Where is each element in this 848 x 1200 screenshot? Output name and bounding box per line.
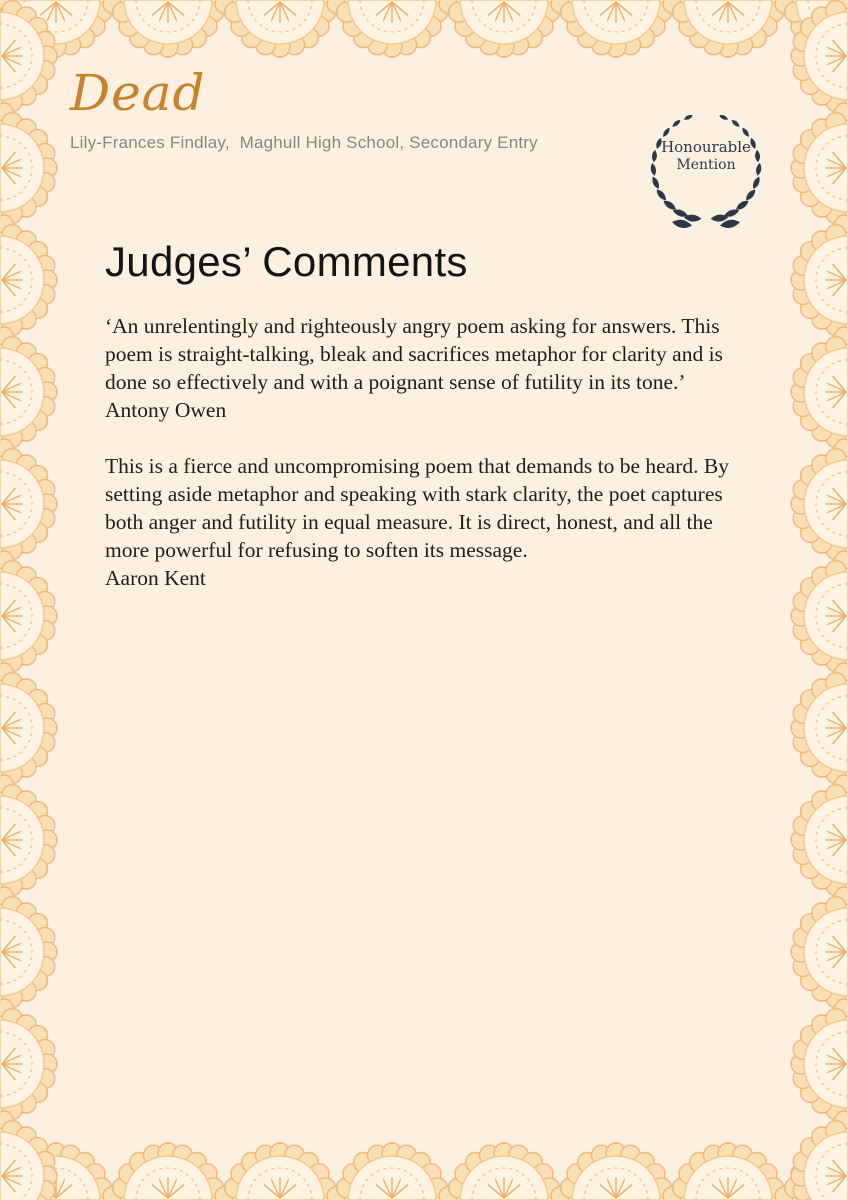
judges-comments-heading: Judges’ Comments [105, 238, 468, 285]
header [70, 66, 538, 153]
judge-comment-1-attribution: Antony Owen [105, 398, 227, 422]
judge-comment-2-attribution: Aaron Kent [105, 566, 206, 590]
honourable-mention-badge [636, 94, 776, 234]
poem-title: Dead [70, 64, 206, 122]
entry-byline: Lily-Frances Findlay, Maghull High School, Secondary Entry [70, 133, 538, 152]
badge-text [636, 138, 776, 174]
judge-comment-1 [105, 312, 747, 424]
badge-line2: Mention [676, 156, 736, 173]
judges-comments-section [105, 238, 747, 592]
judge-comment-2-quote: This is a fierce and uncompromising poem that demands to be heard. By setting aside metaphor and speaking with stark clarity, the poet captures both anger and futility in equal measure. It is direct, honest, and all the more powerful for refusing to soften its message. [105, 454, 729, 562]
badge-line1: Honourable [661, 138, 751, 156]
judge-comment-1-quote: ‘An unrelentingly and righteously angry poem asking for answers. This poem is straight-talking, bleak and sacrifices metaphor for clarity and is done so effectively and with a poignant sense of futility in its tone.’ [105, 314, 723, 394]
judge-comment-2 [105, 452, 747, 592]
